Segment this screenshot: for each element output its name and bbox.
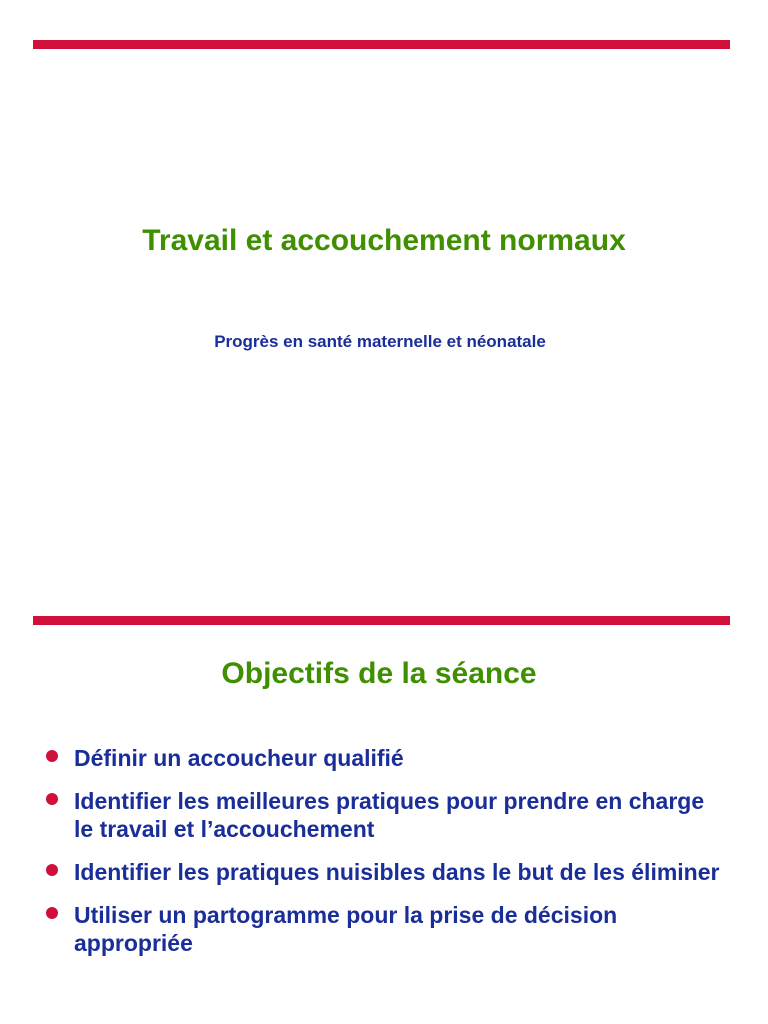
objective-item bbox=[46, 858, 726, 886]
objectives-title: Objectifs de la séance bbox=[221, 657, 537, 690]
bullet-dot-icon bbox=[46, 793, 58, 805]
objective-item bbox=[46, 901, 726, 957]
top-divider-rule bbox=[33, 40, 730, 49]
section-divider-rule bbox=[33, 616, 730, 625]
slide-title: Travail et accouchement normaux bbox=[142, 224, 626, 257]
objective-text: Identifier les meilleures pratiques pour prendre en charge le travail et l’accouchement bbox=[74, 788, 705, 842]
objectives-list bbox=[46, 744, 726, 972]
bullet-dot-icon bbox=[46, 864, 58, 876]
bullet-dot-icon bbox=[46, 750, 58, 762]
objective-item bbox=[46, 787, 726, 843]
objective-text: Définir un accoucheur qualifié bbox=[74, 745, 404, 771]
objective-text: Identifier les pratiques nuisibles dans le but de les éliminer bbox=[74, 859, 720, 885]
objective-item bbox=[46, 744, 726, 772]
bullet-dot-icon bbox=[46, 907, 58, 919]
objective-text: Utiliser un partogramme pour la prise de décision appropriée bbox=[74, 902, 618, 956]
slide-subtitle: Progrès en santé maternelle et néonatale bbox=[214, 332, 546, 351]
